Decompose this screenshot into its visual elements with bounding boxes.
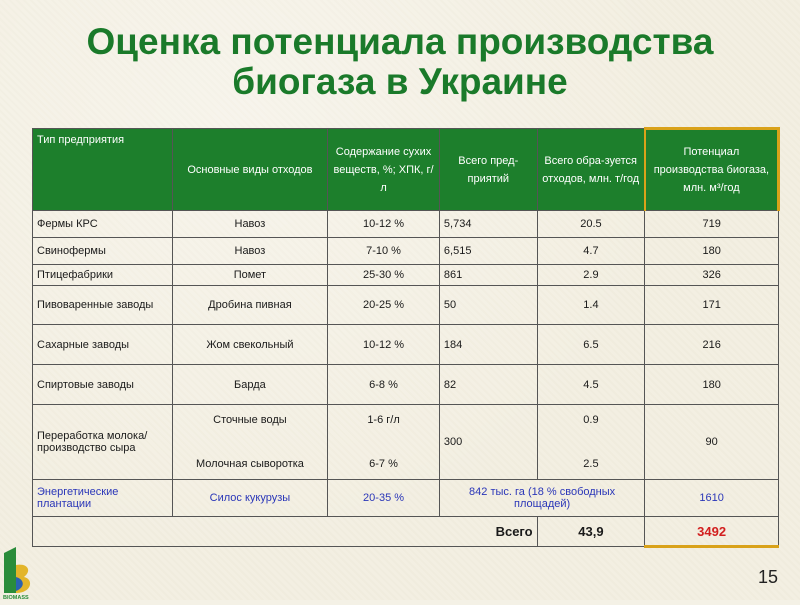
header-dry-matter: Содержание сухих веществ, %; ХПК, г/л [328, 129, 440, 211]
table-row [33, 265, 779, 286]
cell-count: 82 [439, 365, 537, 405]
cell-potential: 719 [645, 211, 779, 238]
cell-type: Свинофермы [33, 238, 173, 265]
table-row [33, 238, 779, 265]
cell-type: Сахарные заводы [33, 325, 173, 365]
cell-waste: Барда [172, 365, 327, 405]
cell-potential: 171 [645, 286, 779, 325]
dry-line-2: 6-7 % [369, 458, 398, 470]
cell-waste: Дробина пивная [172, 286, 327, 325]
amount-line-2: 2.5 [583, 458, 599, 470]
total-label: Всего [33, 517, 538, 547]
header-total-enterprises: Всего пред-приятий [439, 129, 537, 211]
cell-type: Фермы КРС [33, 211, 173, 238]
dry-line-1: 1-6 г/л [367, 414, 400, 426]
cell-waste: Силос кукурузы [172, 480, 327, 517]
table-row [33, 325, 779, 365]
cell-amount: 4.7 [537, 238, 645, 265]
biomass-logo-icon [2, 545, 38, 600]
cell-count: 6,515 [439, 238, 537, 265]
cell-potential: 216 [645, 325, 779, 365]
cell-potential: 90 [645, 405, 779, 480]
cell-amount: 20.5 [537, 211, 645, 238]
table-row-energy [33, 480, 779, 517]
cell-dry [328, 405, 440, 480]
cell-dry: 20-35 % [328, 480, 440, 517]
cell-amount: 4.5 [537, 365, 645, 405]
biogas-table [32, 127, 780, 548]
cell-type: Птицефабрики [33, 265, 173, 286]
header-waste-types: Основные виды отходов [172, 129, 327, 211]
cell-potential: 180 [645, 365, 779, 405]
logo-text: BIOMASS [3, 595, 29, 600]
table-row [33, 365, 779, 405]
page-title [0, 22, 800, 102]
cell-potential: 1610 [645, 480, 779, 517]
title-line-2: биогаза в Украине [232, 61, 568, 102]
cell-waste: Навоз [172, 238, 327, 265]
cell-amount: 6.5 [537, 325, 645, 365]
cell-count: 184 [439, 325, 537, 365]
waste-line-1: Сточные воды [213, 414, 287, 426]
cell-type: Спиртовые заводы [33, 365, 173, 405]
page-number: 15 [757, 567, 778, 587]
cell-type: Переработка молока/ производство сыра [33, 405, 173, 480]
amount-stack [542, 414, 641, 470]
cell-count: 300 [439, 405, 537, 480]
cell-amount: 2.9 [537, 265, 645, 286]
cell-amount [537, 405, 645, 480]
cell-waste: Навоз [172, 211, 327, 238]
dry-stack [332, 414, 435, 470]
cell-dry: 20-25 % [328, 286, 440, 325]
cell-amount: 1.4 [537, 286, 645, 325]
header-total-waste: Всего обра-зуется отходов, млн. т/год [537, 129, 645, 211]
cell-dry: 6-8 % [328, 365, 440, 405]
title-line-1: Оценка потенциала производства [86, 21, 714, 62]
table-header-row [33, 129, 779, 211]
amount-line-1: 0.9 [583, 414, 599, 426]
cell-waste: Жом свекольный [172, 325, 327, 365]
total-amount: 43,9 [537, 517, 645, 547]
table-row [33, 211, 779, 238]
cell-type: Энергетические плантации [33, 480, 173, 517]
cell-dry: 25-30 % [328, 265, 440, 286]
cell-count: 5,734 [439, 211, 537, 238]
total-potential: 3492 [645, 517, 779, 547]
cell-potential: 326 [645, 265, 779, 286]
cell-dry: 7-10 % [328, 238, 440, 265]
cell-waste: Помет [172, 265, 327, 286]
cell-type: Пивоваренные заводы [33, 286, 173, 325]
cell-area: 842 тыс. га (18 % свободных площадей) [439, 480, 644, 517]
biomass-logo [2, 545, 38, 600]
cell-waste [172, 405, 327, 480]
table-row [33, 286, 779, 325]
cell-dry: 10-12 % [328, 325, 440, 365]
cell-count: 50 [439, 286, 537, 325]
table-row-total [33, 517, 779, 547]
table-row-dairy [33, 405, 779, 480]
header-potential: Потенциал производства биогаза, млн. м³/год [645, 129, 779, 211]
cell-potential: 180 [645, 238, 779, 265]
waste-line-2: Молочная сыворотка [195, 458, 304, 470]
cell-count: 861 [439, 265, 537, 286]
cell-dry: 10-12 % [328, 211, 440, 238]
header-type: Тип предприятия [33, 129, 173, 211]
waste-stack [177, 414, 323, 470]
